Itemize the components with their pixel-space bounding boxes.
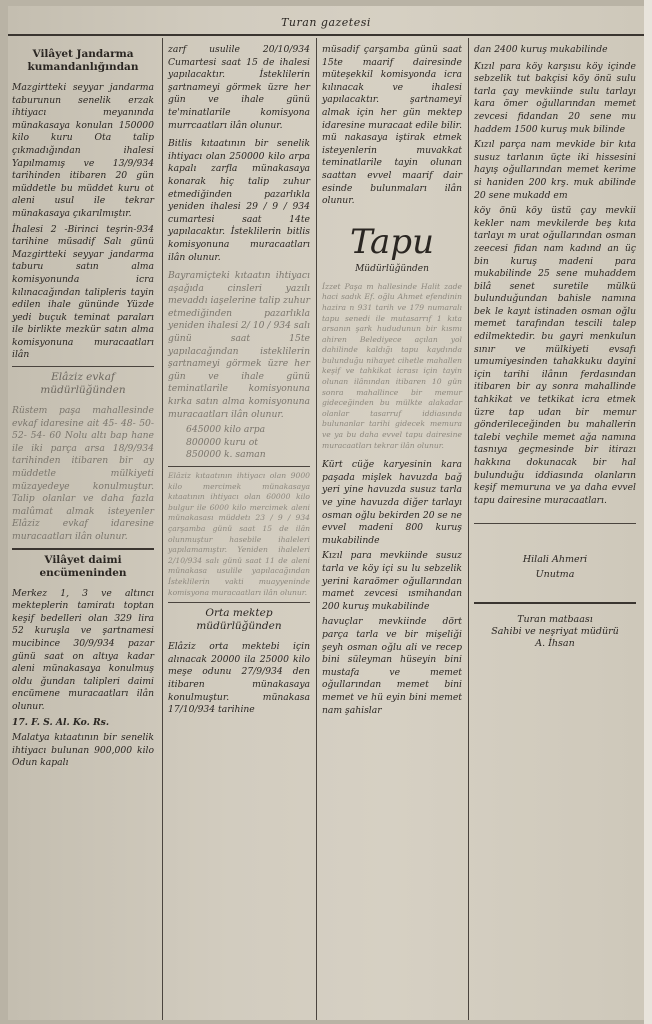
printer-info [474, 614, 636, 650]
divider [12, 548, 154, 550]
ad-body: Elâziz orta mektebi için alınacak 20000 ila 25000 kilo meşe odunu 27/9/934 den itibaren münakasaya konulmuştur. münakasa 17/10/934 tarihine [168, 641, 310, 716]
tapu-subtitle: Müdürlüğünden [355, 263, 429, 274]
column-1 [8, 38, 158, 1020]
ad-continuation: zarf usulile 20/10/934 Cumartesi saat 15 de ihalesi yapılacaktır. İsteklilerin şartnameyi görmek üzre her gün ve ihale günü te'minatlarile komisyona murrcaatları ilân olunur. [168, 44, 310, 131]
signer [474, 552, 636, 582]
tapu-title: Tapu [350, 221, 434, 262]
ad-body: Rüstem paşa mahallesinde evkaf idaresine ait 45- 48- 50- 52- 54- 60 Nolu altı bap hane ile iki parça arsa 18/9/934 tarihinden itibaren bir ay müddetle mülkiyeti müzayedeye konulmuştur. Talip olanlar ve daha fazla malûmat almak isteyenler Elâziz evkaf idaresine muracaatları ilân olunur. [12, 405, 154, 542]
ad-heading-encumen: Vilâyet daimi encümeninden [39, 553, 127, 579]
tapu-body: havuçlar mevkiinde dört parça tarla ve bir mişeliği şeyh osman oğlu ali ve recep bini süleyman hüseyin bini mustafa ve memet oğullarından memet bini memet ve hü eyin bini memet nam şahislar [322, 616, 462, 716]
divider [168, 466, 310, 467]
ad-heading-evkaf: Elâziz evkaf müdürlüğünden [40, 371, 126, 397]
ad-body: Bitlis kıtaatının bir senelik ihtiyacı olan 250000 kilo arpa kapalı zarfla münakasaya konarak hiç talip zuhur etmediğinden pazarlıkla yeniden ihalesi 29 / 9 / 934 cumartesi saat 14te yapılacaktır. İsteklilerin bitlis komisyonuna muracaatları ilân olunur. [168, 138, 310, 263]
signer-line: Hilali Ahmeri [522, 554, 588, 566]
column-divider [316, 38, 317, 1020]
tapu-body: Kızıl parça nam mevkide bir kıta susuz tarlanın üçte iki hissesini hayış oğullarından memet kerime si haniden 200 krş. muk abilinde 20 sene mukadd em [474, 139, 636, 201]
item-list [168, 424, 310, 462]
column-3 [318, 38, 466, 1020]
column-divider [468, 38, 469, 1020]
column-divider [162, 38, 163, 1020]
printer-line: Sahibi ve neşriyat müdürü [491, 626, 619, 638]
column-2 [164, 38, 314, 1020]
ad-heading-jandarma: Vilâyet Jandarma kumandanlığından [27, 48, 139, 73]
ad-body: Bayramiçteki kıtaatın ihtiyacı aşağıda cinsleri yazılı mevaddı iaşelerine talip zuhur etmediğinden pazarlıkla yeniden ihalesi 2/ 10 / 934 salı günü saat 15te yapılacağından isteklilerin şartnameyi görmek üzre her gün ve ihale günü teminatlarile komisyonuna kırka satın alma komisyonuna muracaatları ilân olunur. [168, 270, 310, 420]
list-item: 850000 k. saman [186, 449, 266, 461]
tapu-body-faded: İzzet Paşa m hallesinde Halit zade haci sadık Ef. oğlu Ahmet efendinin hazira n 931 tarih ve 179 numaralı tapu senedi ile mutasarrıf 1 kıta arsanın şark hududunun bir kısmı ahiren Belediyece açılan yol dahilinde kaldığı tapu kaydında bulunduğu nihayet cihetle mahallen keşif ve tahkikat icrası için tayin olunan ilânından itibaren 10 gün sonra mahallince bir memur gideceğinden bu mülkte alakadar olanlar tasarruf iddiasında bulunanlar tarihi gidecek memura ve ya bu daha evvel tapu dairesine muracaatları tekrar ilân olunur. [322, 281, 462, 450]
ad-body: Merkez 1, 3 ve altıncı mekteplerin tamiratı toptan keşif bedelleri olan 329 lira 52 kuruşla ve şartnamesi mucibince 30/9/934 pazar günü saat on altıya kadar aleni münakasaya konulmuş oldu ğundan talipleri daimi encümene muracaatları ilân olunur. [12, 587, 154, 712]
list-item: 645000 kilo arpa [186, 424, 266, 436]
tapu-body: köy önü köy üstü çay mevkii kekler nam mevkilerde beş kıta tarlayı m urat oğullarından osman zeecesi fidan nam kadınd an üç bin kuruş madeni para mukabilinde 25 sene muhaddem bilâ senet suretile mülkü bulunduğundan bahisle namına bek le kayıt istinaden osman oğlu memet tarafından tescili talep edilmektedir. bu gayri menkulun sınır ve mülkiyeti evsafı umumiyesinden tahakkuku dayini için tarihi ilânın ferdasından itibaren bir ay sonra mahallinde tahkikat ve tetkikat icra etmek üzre tap udan bir memur gönderileceğinden bu mahallerin talebi veçhile memet ağa namına tasnıya geçmesinde bir itirazı hakkına dokunacak bir hal bulunduğu iddiasında olanların keşif memuruna ve ya daha evvel tapu dairesine muracaatları. [474, 205, 636, 506]
list-item: 800000 kuru ot [186, 436, 258, 448]
divider [474, 523, 636, 524]
ad-continuation: müsadif çarşamba günü saat 15te maarif dairesinde müteşekkil komisyonda icra kılınacak ve ihalesi yapılacaktır. şartnameyi almak için her gün mektep idaresine muracaat edile bilir. mü nakasaya iştirak etmek isteyenlerin muvakkat teminatlarile tayin olunan saattan evvel maarif dair esinde bulunmaları ilân olunur. [322, 44, 462, 207]
tapu-body: Kızıl para mevkiinde susuz tarla ve köy içi su lu sebzelik yerini karaömer oğullarından mamet zevcesi ısmihandan 200 kuruş mukabilinde [322, 550, 462, 612]
newspaper-page [8, 6, 644, 1020]
masthead-title: Turan gazetesi [281, 16, 371, 29]
ad-body: İhalesi 2 -Birinci teşrin-934 tarihine müsadif Salı günü Mazgirtteki seyyar jandarma taburu satın alma komisyonunda icra kılınacağından talipleris tayin edilen ihale gününde Yüzde yedi buçuk teminat paraları ile birlikte mezkür satın alma komisyonuna muracaatları ilân [12, 223, 154, 361]
divider [168, 602, 310, 603]
printer-line: A. İhsan [535, 638, 575, 650]
signer-line: Unutma [535, 569, 575, 581]
tapu-body: Kürt cüğe karyesinin kara paşada mişlek havuzda bağ yeri yine havuzda susuz tarla ve yine havuzda diğer tarlayı osman oğlu bekirden 20 se ne evvel madeni 800 kuruş mukabilinde [322, 459, 462, 546]
ad-body: Malatya kıtaatının bir senelik ihtiyacı bulunan 900,000 kilo Odun kapalı [12, 732, 154, 769]
column-4 [470, 38, 640, 1020]
ad-footer-heading: 17. F. S. Al. Ko. Rs. [12, 716, 110, 728]
tapu-body: Kızıl para köy karşısu köy içinde sebzelik tut bakçisi köy önü sulu tarla çay mevkiinde sulu tarlayı kara ömer oğullarından memet zevcesi fidandan 20 sene mu haddem 1500 kuruş muk bilinde [474, 60, 636, 135]
page-edge [644, 0, 652, 1024]
divider [12, 366, 154, 367]
printer-line: Turan matbaası [517, 614, 593, 626]
ad-body-faded: Elâziz kıtaatının ihtiyacı olan 9000 kilo mercimek münakasaya kıtaatının ihtiyacı olan 60000 kilo bulgur ile 6000 kilo mercimek aleni münakasası müddetı 23 / 9 / 934 çarşamba günü saat 15 de ilân olunmuştur hasebile ihaleleri yapılamamıştır. Yeniden ihaleleri 2/10/934 salı günü saat 11 de aleni münakasa usulile yapılacağından İsteklilerin vakti muayyeninde komisyona muracaatları ilân olunur. [168, 471, 310, 597]
divider [474, 602, 636, 604]
ad-heading-orta-mektep: Orta mektep müdürlüğünden [196, 607, 282, 633]
masthead [8, 6, 644, 36]
tapu-continuation: dan 2400 kuruş mukabilinde [474, 44, 608, 55]
ad-body: Mazgirtteki seyyar jandarma taburunun senelik erzak ihtiyacı meyanında münakasaya konulan 150000 kilo kuru Ota talip çıkmadığından ihalesi Yapılmamış ve 13/9/934 tarihinden itibaren 20 gün müddetle bu müddet kuru ot aleni usul ile tekrar münakasaya çıkarılmıştır. [12, 82, 154, 219]
